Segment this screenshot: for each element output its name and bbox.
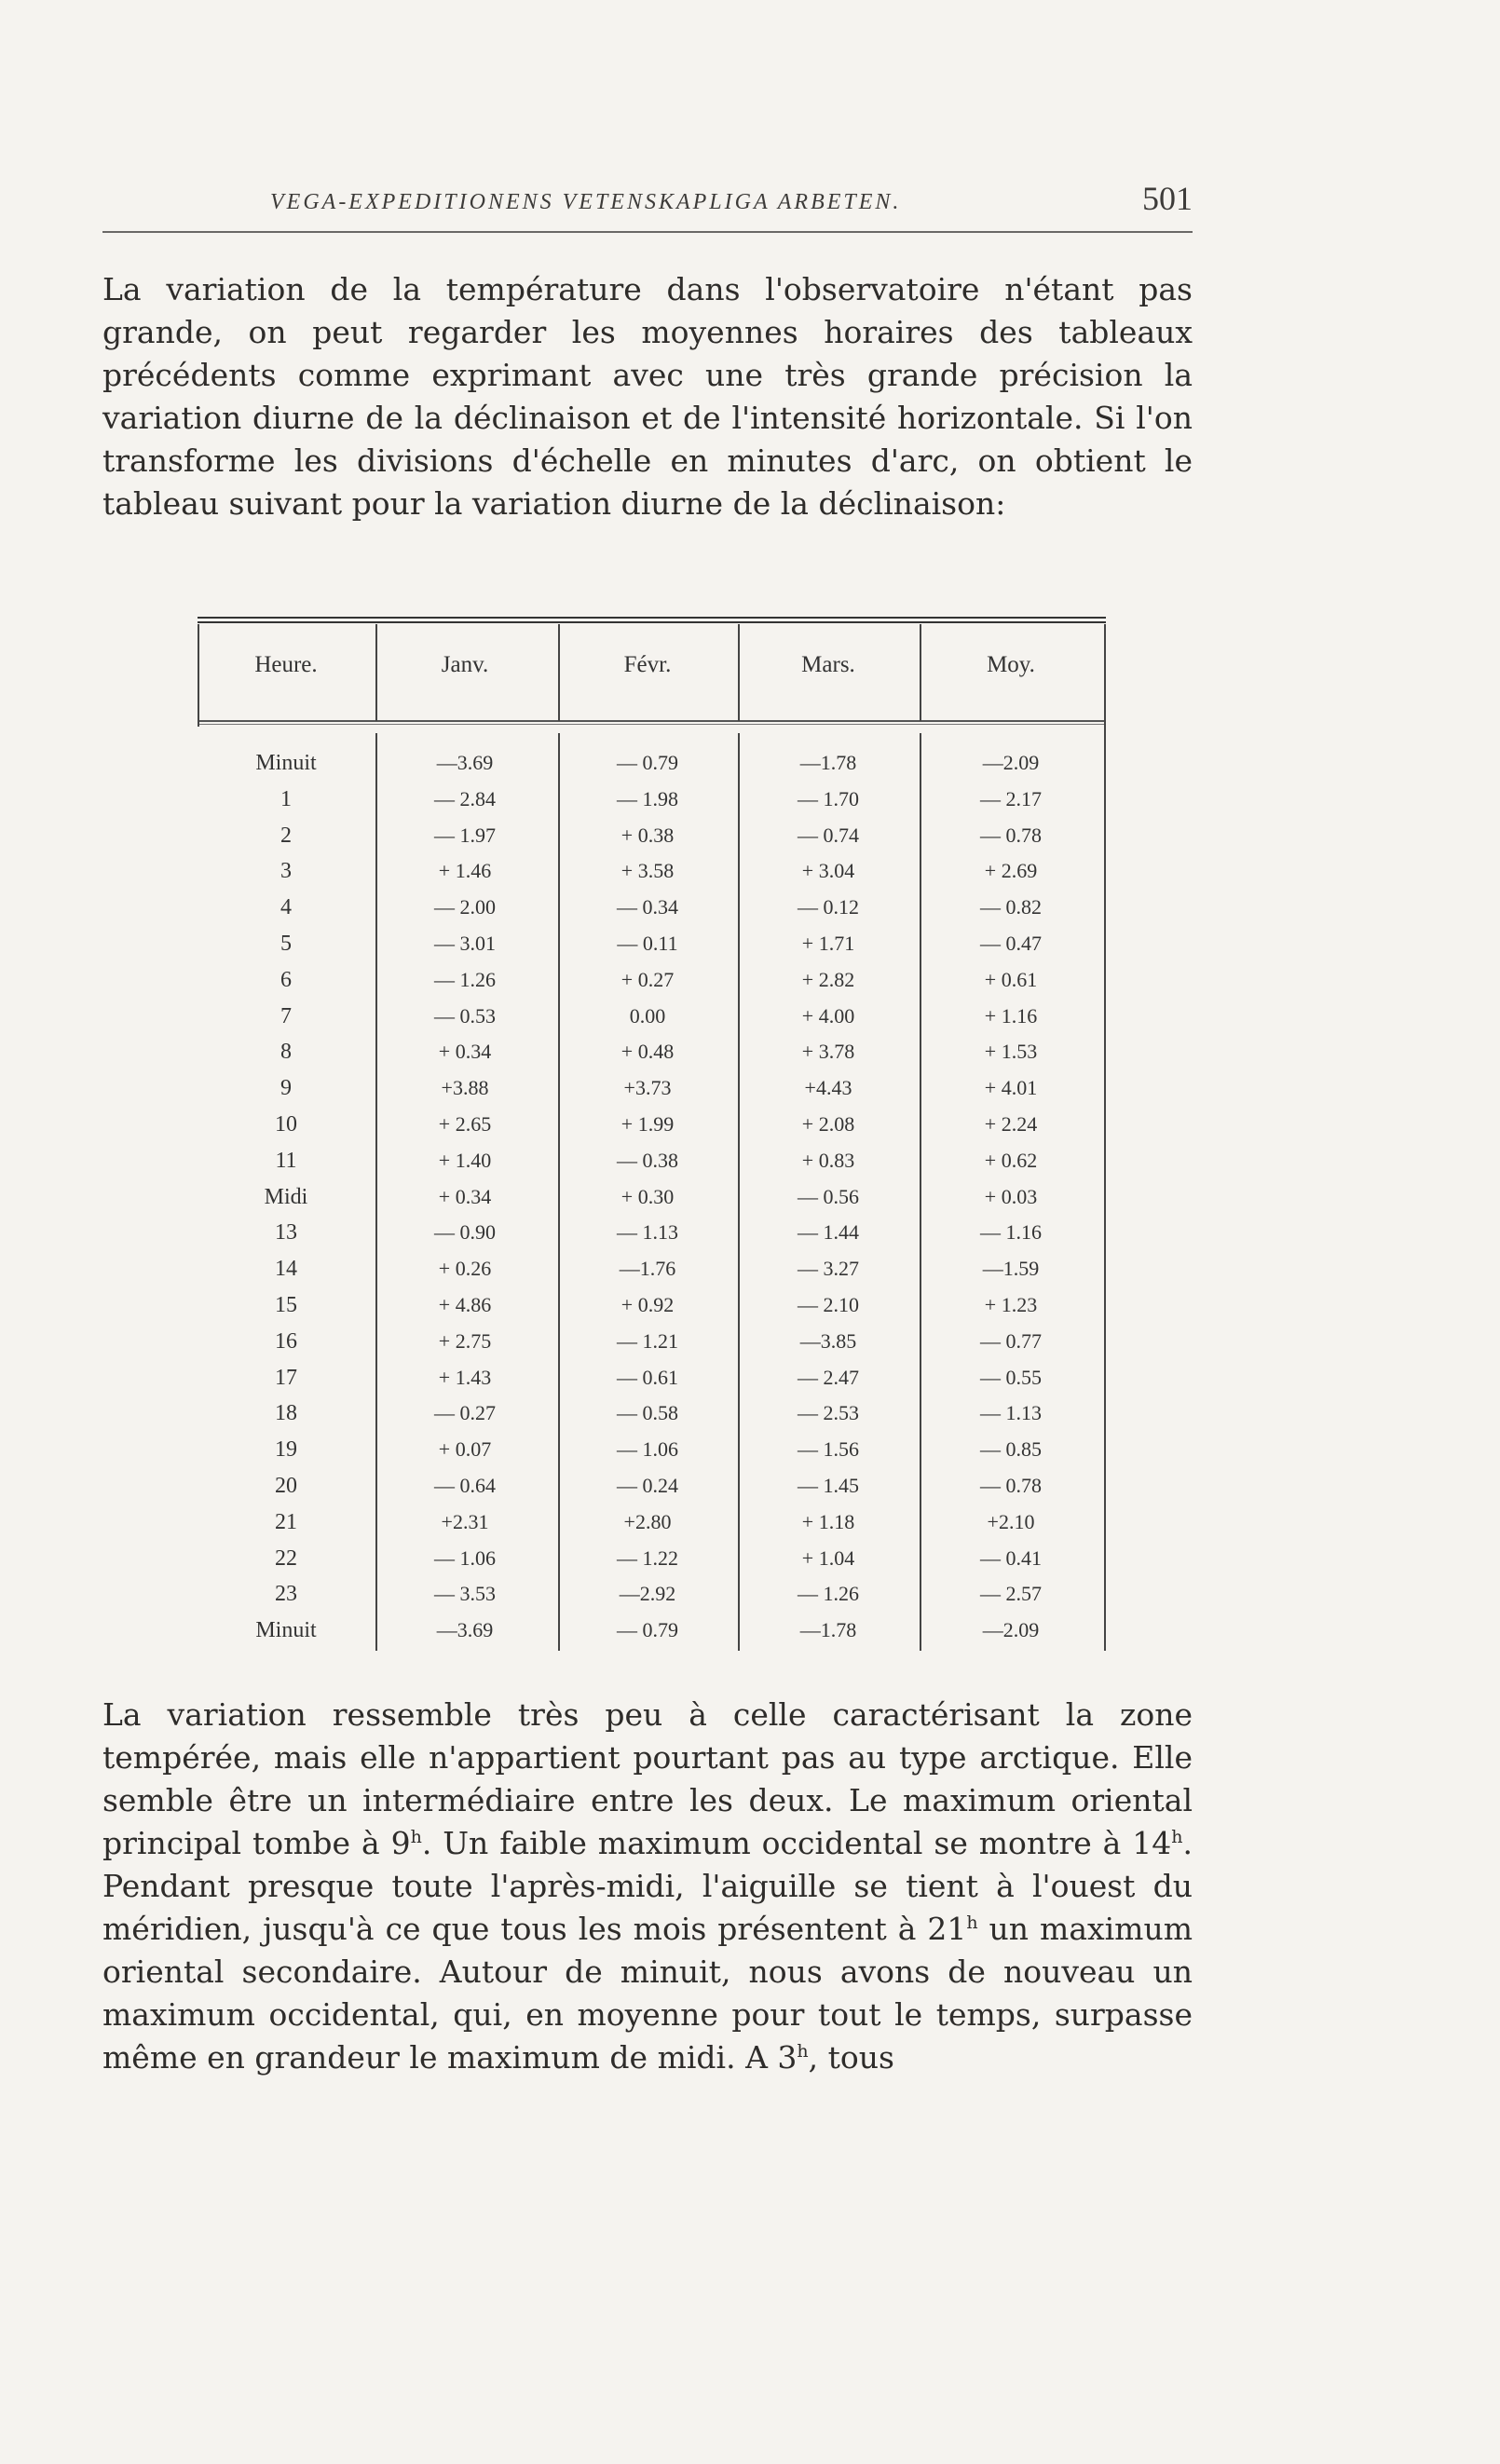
table-header-rule xyxy=(198,720,1106,722)
value-cell: — 0.74 xyxy=(798,823,859,847)
value-cell: + 1.04 xyxy=(801,1545,855,1570)
value-cell: — 1.13 xyxy=(980,1401,1042,1425)
table-top-rule xyxy=(198,617,1106,619)
value-cell: + 2.75 xyxy=(438,1328,492,1353)
value-cell: + 1.46 xyxy=(438,859,492,883)
table-row xyxy=(198,1541,1106,1577)
value-cell: — 0.58 xyxy=(617,1401,678,1425)
value-cell: + 0.92 xyxy=(620,1292,675,1316)
table-row xyxy=(198,1107,1106,1143)
value-cell: + 0.61 xyxy=(984,967,1038,991)
value-cell: + 3.58 xyxy=(620,859,675,883)
value-cell: —2.09 xyxy=(982,1618,1040,1642)
hour-cell: 17 xyxy=(275,1365,297,1390)
value-cell: —3.69 xyxy=(436,1618,494,1642)
value-cell: — 0.77 xyxy=(980,1328,1042,1353)
value-cell: — 0.78 xyxy=(980,1473,1042,1497)
value-cell: —1.78 xyxy=(799,751,857,774)
hour-superscript: h xyxy=(410,1827,422,1847)
table-row xyxy=(198,745,1106,782)
hour-cell: 21 xyxy=(275,1509,297,1534)
hour-cell: 15 xyxy=(275,1292,297,1317)
value-cell: + 0.48 xyxy=(620,1040,675,1064)
value-cell: — 0.12 xyxy=(798,895,859,919)
value-cell: +2.80 xyxy=(623,1509,672,1533)
value-cell: — 0.11 xyxy=(617,931,678,955)
hour-cell: 20 xyxy=(275,1473,297,1498)
hour-cell: 6 xyxy=(280,967,292,992)
value-cell: — 0.79 xyxy=(617,1618,678,1642)
table-row xyxy=(198,1395,1106,1432)
value-cell: — 1.98 xyxy=(617,786,678,810)
value-cell: —2.09 xyxy=(982,751,1040,774)
value-cell: — 3.27 xyxy=(798,1257,859,1281)
value-cell: + 0.26 xyxy=(438,1257,492,1281)
value-cell: — 2.57 xyxy=(980,1582,1042,1606)
table-row xyxy=(198,1179,1106,1216)
value-cell: — 1.21 xyxy=(617,1328,678,1353)
value-cell: + 1.40 xyxy=(438,1148,492,1172)
table-row xyxy=(198,1070,1106,1107)
page-number: 501 xyxy=(1142,180,1193,217)
value-cell: + 0.34 xyxy=(438,1184,492,1208)
hour-cell: 11 xyxy=(275,1148,297,1173)
value-cell: — 0.90 xyxy=(434,1220,496,1245)
value-cell: + 1.99 xyxy=(620,1111,675,1136)
discussion-text: La variation ressemble très peu à celle caractérisant la zone tempérée, mais elle n'appartient pourtant pas au type arctique. Elle semble être un intermédiaire entre les deux. Le maximum oriental principal tombe à 9 xyxy=(102,1696,1193,1861)
discussion-text: , tous xyxy=(808,2039,894,2076)
value-cell: + 0.30 xyxy=(620,1184,675,1208)
discussion-text: un maximum oriental secondaire. Autour de minuit, nous avons de nouveau un maximum occidental, qui, en moyenne pour tout le temps, surpasse même en grandeur le maximum de midi. A 3 xyxy=(102,1911,1193,2076)
hour-cell: Minuit xyxy=(255,1618,317,1643)
hour-cell: 22 xyxy=(275,1545,297,1571)
table-row xyxy=(198,890,1106,926)
hour-cell: 23 xyxy=(275,1582,297,1607)
table-row xyxy=(198,1576,1106,1613)
value-cell: + 2.08 xyxy=(801,1111,855,1136)
table-body xyxy=(198,745,1106,1649)
value-cell: + 0.34 xyxy=(438,1040,492,1064)
value-cell: — 2.00 xyxy=(434,895,496,919)
hour-cell: 1 xyxy=(280,786,292,811)
hour-superscript: h xyxy=(1171,1827,1183,1847)
table-row xyxy=(198,962,1106,999)
value-cell: — 1.13 xyxy=(617,1220,678,1245)
value-cell: + 4.01 xyxy=(984,1076,1038,1100)
value-cell: — 0.85 xyxy=(980,1437,1042,1462)
value-cell: —1.76 xyxy=(619,1257,676,1281)
discussion-text: . Pendant presque toute l'après-midi, l'aiguille se tient à l'ouest du méridien, jusqu'à ce que tous les mois présentent à 21 xyxy=(102,1825,1193,1947)
value-cell: — 0.38 xyxy=(617,1148,678,1172)
value-cell: — 0.61 xyxy=(617,1365,678,1389)
value-cell: — 0.41 xyxy=(980,1545,1042,1570)
table-top-rule-inner xyxy=(198,621,1106,623)
value-cell: — 1.16 xyxy=(980,1220,1042,1245)
value-cell: + 1.43 xyxy=(438,1365,492,1389)
table-row xyxy=(198,1034,1106,1070)
value-cell: — 1.06 xyxy=(617,1437,678,1462)
value-cell: + 3.04 xyxy=(801,859,855,883)
value-cell: +3.73 xyxy=(623,1076,672,1100)
hour-cell: 13 xyxy=(275,1220,297,1246)
value-cell: — 0.82 xyxy=(980,895,1042,919)
hour-cell: Midi xyxy=(264,1184,308,1209)
value-cell: — 0.47 xyxy=(980,931,1042,955)
discussion-text: . Un faible maximum occidental se montre à 14 xyxy=(421,1825,1172,1861)
value-cell: + 1.23 xyxy=(984,1292,1038,1316)
header-mars: Mars. xyxy=(801,652,855,677)
value-cell: — 0.34 xyxy=(617,895,678,919)
table-row xyxy=(198,926,1106,962)
value-cell: — 0.27 xyxy=(434,1401,496,1425)
value-cell: + 0.62 xyxy=(984,1148,1038,1172)
value-cell: — 1.22 xyxy=(617,1545,678,1570)
value-cell: + 4.86 xyxy=(438,1292,492,1316)
header-moy: Moy. xyxy=(987,652,1035,677)
value-cell: + 2.24 xyxy=(984,1111,1038,1136)
value-cell: — 1.26 xyxy=(434,967,496,991)
value-cell: — 1.97 xyxy=(434,823,496,847)
value-cell: — 0.64 xyxy=(434,1473,496,1497)
value-cell: + 0.07 xyxy=(438,1437,492,1462)
table-row xyxy=(198,818,1106,854)
table-row xyxy=(198,1504,1106,1541)
hour-cell: 8 xyxy=(280,1040,292,1065)
page-header xyxy=(102,180,1193,233)
value-cell: +3.88 xyxy=(441,1076,489,1100)
value-cell: — 1.70 xyxy=(798,786,859,810)
table-row xyxy=(198,1287,1106,1324)
value-cell: —3.69 xyxy=(436,751,494,774)
table-row xyxy=(198,1360,1106,1396)
value-cell: — 2.17 xyxy=(980,786,1042,810)
hour-cell: 3 xyxy=(280,859,292,884)
table-header-rule-inner xyxy=(198,724,1106,725)
table-row xyxy=(198,1251,1106,1287)
table-row xyxy=(198,1324,1106,1360)
value-cell: + 1.18 xyxy=(801,1509,855,1533)
value-cell: — 1.26 xyxy=(798,1582,859,1606)
hour-cell: 19 xyxy=(275,1437,297,1463)
table-row xyxy=(198,782,1106,818)
hour-cell: 9 xyxy=(280,1076,292,1101)
value-cell: — 0.78 xyxy=(980,823,1042,847)
table-row xyxy=(198,853,1106,890)
value-cell: — 3.01 xyxy=(434,931,496,955)
value-cell: — 0.55 xyxy=(980,1365,1042,1389)
header-janv: Janv. xyxy=(441,652,489,677)
value-cell: + 2.65 xyxy=(438,1111,492,1136)
value-cell: —1.78 xyxy=(799,1618,857,1642)
value-cell: — 1.06 xyxy=(434,1545,496,1570)
value-cell: — 2.10 xyxy=(798,1292,859,1316)
value-cell: + 0.83 xyxy=(801,1148,855,1172)
value-cell: +2.31 xyxy=(441,1509,489,1533)
value-cell: — 2.47 xyxy=(798,1365,859,1389)
value-cell: — 1.45 xyxy=(798,1473,859,1497)
value-cell: — 0.24 xyxy=(617,1473,678,1497)
value-cell: + 0.38 xyxy=(620,823,675,847)
value-cell: — 3.53 xyxy=(434,1582,496,1606)
hour-cell: 16 xyxy=(275,1328,297,1354)
value-cell: +4.43 xyxy=(804,1076,852,1100)
value-cell: + 1.53 xyxy=(984,1040,1038,1064)
table-row xyxy=(198,1143,1106,1179)
table-row xyxy=(198,999,1106,1035)
value-cell: — 2.84 xyxy=(434,786,496,810)
value-cell: + 0.03 xyxy=(984,1184,1038,1208)
value-cell: + 1.16 xyxy=(984,1003,1038,1028)
value-cell: 0.00 xyxy=(629,1003,666,1028)
hour-cell: 18 xyxy=(275,1401,297,1426)
value-cell: — 2.53 xyxy=(798,1401,859,1425)
hour-cell: 4 xyxy=(280,895,292,920)
table-row xyxy=(198,1468,1106,1504)
value-cell: +2.10 xyxy=(987,1509,1035,1533)
value-cell: —1.59 xyxy=(982,1257,1040,1281)
hour-cell: 5 xyxy=(280,931,292,956)
value-cell: + 2.82 xyxy=(801,967,855,991)
hour-cell: 10 xyxy=(275,1111,297,1137)
value-cell: —2.92 xyxy=(619,1582,676,1606)
table-row xyxy=(198,1432,1106,1468)
hour-superscript: h xyxy=(966,1913,978,1933)
hour-cell: Minuit xyxy=(255,751,317,775)
value-cell: + 1.71 xyxy=(801,931,855,955)
column-divider xyxy=(920,624,921,721)
value-cell: — 0.79 xyxy=(617,751,678,774)
declination-table xyxy=(198,617,1106,1651)
hour-cell: 7 xyxy=(280,1003,292,1028)
value-cell: + 3.78 xyxy=(801,1040,855,1064)
value-cell: — 0.56 xyxy=(798,1184,859,1208)
running-title: VEGA-EXPEDITIONENS VETENSKAPLIGA ARBETEN. xyxy=(270,190,902,214)
hour-cell: 14 xyxy=(275,1257,297,1282)
header-fevr: Févr. xyxy=(623,652,672,677)
table-row xyxy=(198,1215,1106,1251)
hour-cell: 2 xyxy=(280,823,292,848)
value-cell: — 0.53 xyxy=(434,1003,496,1028)
header-heure: Heure. xyxy=(254,652,318,677)
intro-paragraph: La variation de la température dans l'observatoire n'étant pas grande, on peut regarder les moyennes horaires des tableaux précédents comme exprimant avec une très grande précision la variation diurne de la déclinaison et de l'intensité horizontale. Si l'on transforme les divisions d'échelle en minutes d'arc, on obtient le tableau suivant pour la variation diurne de la déclinaison: xyxy=(102,271,1193,522)
value-cell: — 1.44 xyxy=(798,1220,859,1245)
table-row xyxy=(198,1613,1106,1649)
value-cell: —3.85 xyxy=(799,1328,857,1353)
discussion-paragraph xyxy=(102,1694,1193,2079)
hour-superscript: h xyxy=(797,2041,809,2062)
value-cell: + 2.69 xyxy=(984,859,1038,883)
value-cell: + 0.27 xyxy=(620,967,675,991)
value-cell: — 1.56 xyxy=(798,1437,859,1462)
value-cell: + 4.00 xyxy=(801,1003,855,1028)
